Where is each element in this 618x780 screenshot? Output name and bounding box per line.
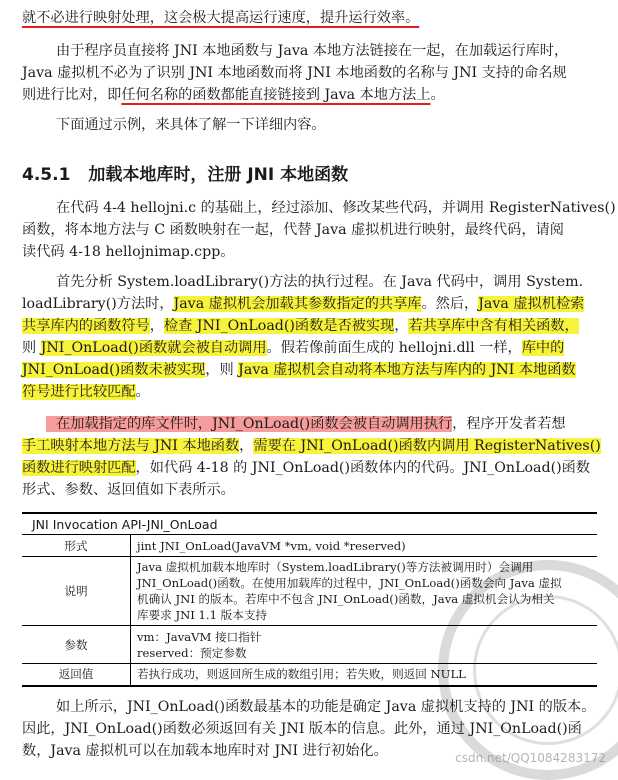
paragraph-line: 手工映射本地方法与 JNI 本地函数，需要在 JNI_OnLoad()函数内调用 RegisterNatives() xyxy=(22,438,601,454)
highlighted-text: 符号进行比较匹配 xyxy=(22,384,136,400)
table-key-cell: 说明 xyxy=(22,557,131,626)
highlighted-text: 需要在 JNI_OnLoad()函数内调用 RegisterNatives() xyxy=(253,438,601,454)
highlighted-text: 共享库内的函数符号 xyxy=(22,318,150,334)
table-row xyxy=(22,626,597,664)
paragraph-line: 首先分析 System.loadLibrary()方法的执行过程。在 Java 代码中，调用 System. xyxy=(56,274,584,290)
section-heading xyxy=(22,160,348,185)
underlined-text: 就不必进行映射处理，这会极大提高运行速度，提升运行效率。 xyxy=(22,10,420,26)
table-value-cell: Java 虚拟机加载本地库时（System.loadLibrary()等方法被调用时）会调用 JNI_OnLoad()函数。在使用加载库的过程中，JNI_OnLoad()函数会向 Java 虚拟 机确认 JNI 的版本。若库中不包含 JNI_OnLoad()函数，Java 虚拟机会认为相关 库要求 JNI 1.1 版本支持 xyxy=(131,557,598,626)
highlighted-text: Java 虚拟机会自动将本地方法与库内的 JNI 本地函数 xyxy=(238,362,576,378)
paragraph-line: Java 虚拟机不必为了识别 JNI 本地函数而将 JNI 本地函数的名称与 JNI 支持的命名规 xyxy=(22,65,567,81)
table-value-cell: 若执行成功，则返回所生成的数组引用；若失败，则返回 NULL xyxy=(131,664,598,686)
table-key-cell: 形式 xyxy=(22,535,131,557)
underlined-text: 任何名称的函数都能直接链接到 Java 本地方法上 xyxy=(121,87,431,103)
paragraph-line: 由于程序员直接将 JNI 本地函数与 Java 本地方法链接在一起，在加载运行库时， xyxy=(56,43,569,59)
highlighted-text: JNI_OnLoad()函数未被实现 xyxy=(22,362,206,378)
highlighted-text: Java 虚拟机会加载其参数指定的共享库 xyxy=(173,296,422,312)
paragraph-line: 如上所示，JNI_OnLoad()函数最基本的功能是确定 Java 虚拟机支持的 JNI 的版本。 xyxy=(56,699,596,715)
section-title: 加载本地库时，注册 JNI 本地函数 xyxy=(88,165,349,185)
paragraph-line: 则 JNI_OnLoad()函数就会被自动调用。假若像前面生成的 hellojni.dll 一样，库中的 xyxy=(22,340,565,356)
highlighted-text: JNI_OnLoad()函数就会被自动调用 xyxy=(40,340,267,356)
paragraph-line: 共享库内的函数符号，检查 JNI_OnLoad()函数是否被实现，若共享库中含有相关函数， xyxy=(22,318,579,334)
table-value-cell: jint JNI_OnLoad(JavaVM *vm, void *reserved) xyxy=(131,535,598,557)
paragraph-line: 因此，JNI_OnLoad()函数必须返回有关 JNI 版本的信息。此外，通过 JNI_OnLoad()函 xyxy=(22,721,582,737)
table-row xyxy=(22,664,597,686)
highlighted-text: 函数进行映射匹配 xyxy=(22,460,136,476)
highlighted-text: 检查 JNI_OnLoad()函数是否被实现 xyxy=(163,318,395,334)
paragraph-line: 在代码 4-4 hellojni.c 的基础上，经过添加、修改某些代码，并调用 RegisterNatives() xyxy=(56,200,616,216)
table-key-cell: 参数 xyxy=(22,626,131,664)
paragraph-line: JNI_OnLoad()函数未被实现，则 Java 虚拟机会自动将本地方法与库内的 JNI 本地函数 xyxy=(22,362,576,378)
paragraph-line: 下面通过示例，来具体了解一下详细内容。 xyxy=(56,117,326,133)
red-highlighted-text: 在加载指定的库文件时，JNI_OnLoad()函数会被自动调用执行 xyxy=(46,416,452,432)
paragraph-line: 符号进行比较匹配。 xyxy=(22,384,150,400)
paragraph-line: loadLibrary()方法时，Java 虚拟机会加载其参数指定的共享库。然后，Java 虚拟机检索 xyxy=(22,296,585,312)
section-number: 4.5.1 xyxy=(22,165,71,185)
paragraph-line: 函数进行映射匹配，如代码 4-18 的 JNI_OnLoad()函数体内的代码。JNI_OnLoad()函数 xyxy=(22,460,591,476)
paragraph-line: 函数，将本地方法与 C 函数映射在一起，代替 Java 虚拟机进行映射，最终代码，请阅 xyxy=(22,222,564,238)
paragraph-line: 数，Java 虚拟机可以在加载本地库时对 JNI 进行初始化。 xyxy=(22,743,388,759)
paragraph-line: 则进行比对，即任何名称的函数都能直接链接到 Java 本地方法上。 xyxy=(22,87,445,103)
table-value-cell: vm：JavaVM 接口指针 reserved：预定参数 xyxy=(131,626,598,664)
highlighted-text: 库中的 xyxy=(521,340,565,356)
watermark-text: csdn.net/QQ1084283172 xyxy=(455,751,606,765)
table-title: JNI Invocation API-JNI_OnLoad xyxy=(22,512,597,534)
table-row xyxy=(22,535,597,557)
paragraph-line: 读代码 4-18 hellojnimap.cpp。 xyxy=(22,244,235,260)
table-key-cell: 返回值 xyxy=(22,664,131,686)
highlighted-text: 若共享库中含有相关函数， xyxy=(408,318,579,334)
highlighted-text: 手工映射本地方法与 JNI 本地函数 xyxy=(22,438,240,454)
paragraph-line: 在加载指定的库文件时，JNI_OnLoad()函数会被自动调用执行，程序开发者若想 xyxy=(46,414,566,434)
api-table xyxy=(22,534,597,687)
highlighted-text: Java 虚拟机检索 xyxy=(478,296,585,312)
paragraph-line xyxy=(22,8,419,28)
table-row xyxy=(22,557,597,626)
paragraph-line: 形式、参数、返回值如下表所示。 xyxy=(22,482,235,498)
